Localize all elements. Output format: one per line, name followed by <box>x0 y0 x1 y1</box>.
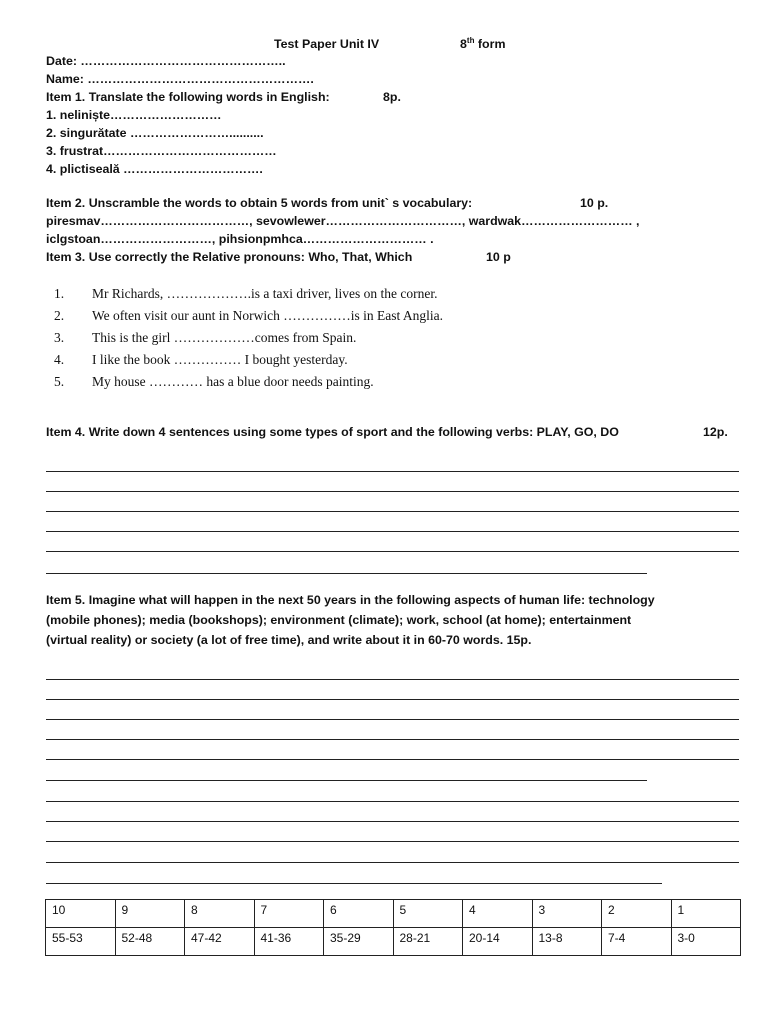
answer-line <box>46 883 662 884</box>
page-title <box>274 37 379 51</box>
item1-word-1: 1. neliniște……………………… <box>46 108 222 122</box>
item1-word-2: 2. singurătate …………………….......... <box>46 126 264 140</box>
answer-line <box>46 699 739 700</box>
answer-line <box>46 679 739 680</box>
date-field: Date: ………………………………………….. <box>46 54 286 68</box>
mark-cell: 3 <box>532 900 602 928</box>
sentence-text: This is the girl ………………comes from Spain. <box>92 330 357 345</box>
sentence-text: My house ………… has a blue door needs painting. <box>92 374 374 389</box>
range-cell: 47-42 <box>185 928 255 956</box>
range-cell: 13-8 <box>532 928 602 956</box>
sentence-number: 5. <box>54 374 65 389</box>
sentence-number: 3. <box>54 330 65 345</box>
answer-line <box>46 573 647 574</box>
mark-cell: 1 <box>671 900 741 928</box>
answer-line <box>46 862 739 863</box>
sentence-number: 2. <box>54 308 65 323</box>
range-cell: 41-36 <box>254 928 324 956</box>
item1-points: 8p. <box>383 90 401 104</box>
form-label <box>460 37 505 51</box>
table-row-ranges <box>46 928 741 956</box>
item2-scrambled-line-1: piresmav………………………………, sevowlewer……………………………, wardwak……………………… , <box>46 214 640 228</box>
range-cell: 52-48 <box>115 928 185 956</box>
form-word: form <box>477 37 506 51</box>
answer-line <box>46 531 739 532</box>
mark-cell: 9 <box>115 900 185 928</box>
mark-cell: 4 <box>463 900 533 928</box>
range-cell: 28-21 <box>393 928 463 956</box>
item1-word-4: 4. plictiseală ……………………………. <box>46 162 263 176</box>
sentence-text: I like the book …………… I bought yesterday. <box>92 352 348 367</box>
mark-cell: 7 <box>254 900 324 928</box>
item4-points: 12p. <box>703 425 728 439</box>
item1-word-3: 3. frustrat…………………………………… <box>46 144 277 158</box>
table-row-marks <box>46 900 741 928</box>
range-cell: 35-29 <box>324 928 394 956</box>
answer-line <box>46 821 739 822</box>
item5-heading-line-3: (virtual reality) or society (a lot of free time), and write about it in 60-70 words. 15p. <box>46 633 532 647</box>
mark-cell: 10 <box>46 900 116 928</box>
item3-points: 10 p <box>486 250 511 264</box>
answer-line <box>46 491 739 492</box>
answer-line <box>46 511 739 512</box>
range-cell: 55-53 <box>46 928 116 956</box>
item2-points: 10 p. <box>580 196 609 210</box>
form-number: 8 <box>460 37 467 51</box>
item4-heading: Item 4. Write down 4 sentences using some types of sport and the following verbs: PLAY, GO, DO <box>46 425 619 439</box>
answer-line <box>46 759 739 760</box>
sentence-number: 4. <box>54 352 65 367</box>
range-cell: 7-4 <box>602 928 672 956</box>
answer-line <box>46 551 739 552</box>
form-superscript: th <box>466 36 475 45</box>
title-text: Test Paper Unit IV <box>274 37 380 51</box>
mark-cell: 6 <box>324 900 394 928</box>
item3-heading: Item 3. Use correctly the Relative pronouns: Who, That, Which <box>46 250 413 264</box>
item2-heading: Item 2. Unscramble the words to obtain 5 words from unit` s vocabulary: <box>46 196 473 210</box>
item2-scrambled-line-2: iclgstoan………………………, pihsionpmhca………………………… . <box>46 232 434 246</box>
item1-heading: Item 1. Translate the following words in English: <box>46 90 330 104</box>
answer-line <box>46 471 739 472</box>
answer-line <box>46 780 647 781</box>
range-cell: 20-14 <box>463 928 533 956</box>
sentence-text: We often visit our aunt in Norwich ……………is in East Anglia. <box>92 308 443 323</box>
answer-line <box>46 719 739 720</box>
mark-cell: 5 <box>393 900 463 928</box>
mark-cell: 2 <box>602 900 672 928</box>
mark-cell: 8 <box>185 900 255 928</box>
sentence-number: 1. <box>54 286 65 301</box>
item5-heading-line-1: Item 5. Imagine what will happen in the next 50 years in the following aspects of human life: technology <box>46 593 655 607</box>
answer-line <box>46 739 739 740</box>
range-cell: 3-0 <box>671 928 741 956</box>
name-field: Name: ………………………………………………. <box>46 72 314 86</box>
answer-line <box>46 841 739 842</box>
answer-line <box>46 801 739 802</box>
sentence-text: Mr Richards, ……………….is a taxi driver, lives on the corner. <box>92 286 438 301</box>
score-table <box>45 899 741 956</box>
item5-heading-line-2: (mobile phones); media (bookshops); environment (climate); work, school (at home); entertainment <box>46 613 632 627</box>
